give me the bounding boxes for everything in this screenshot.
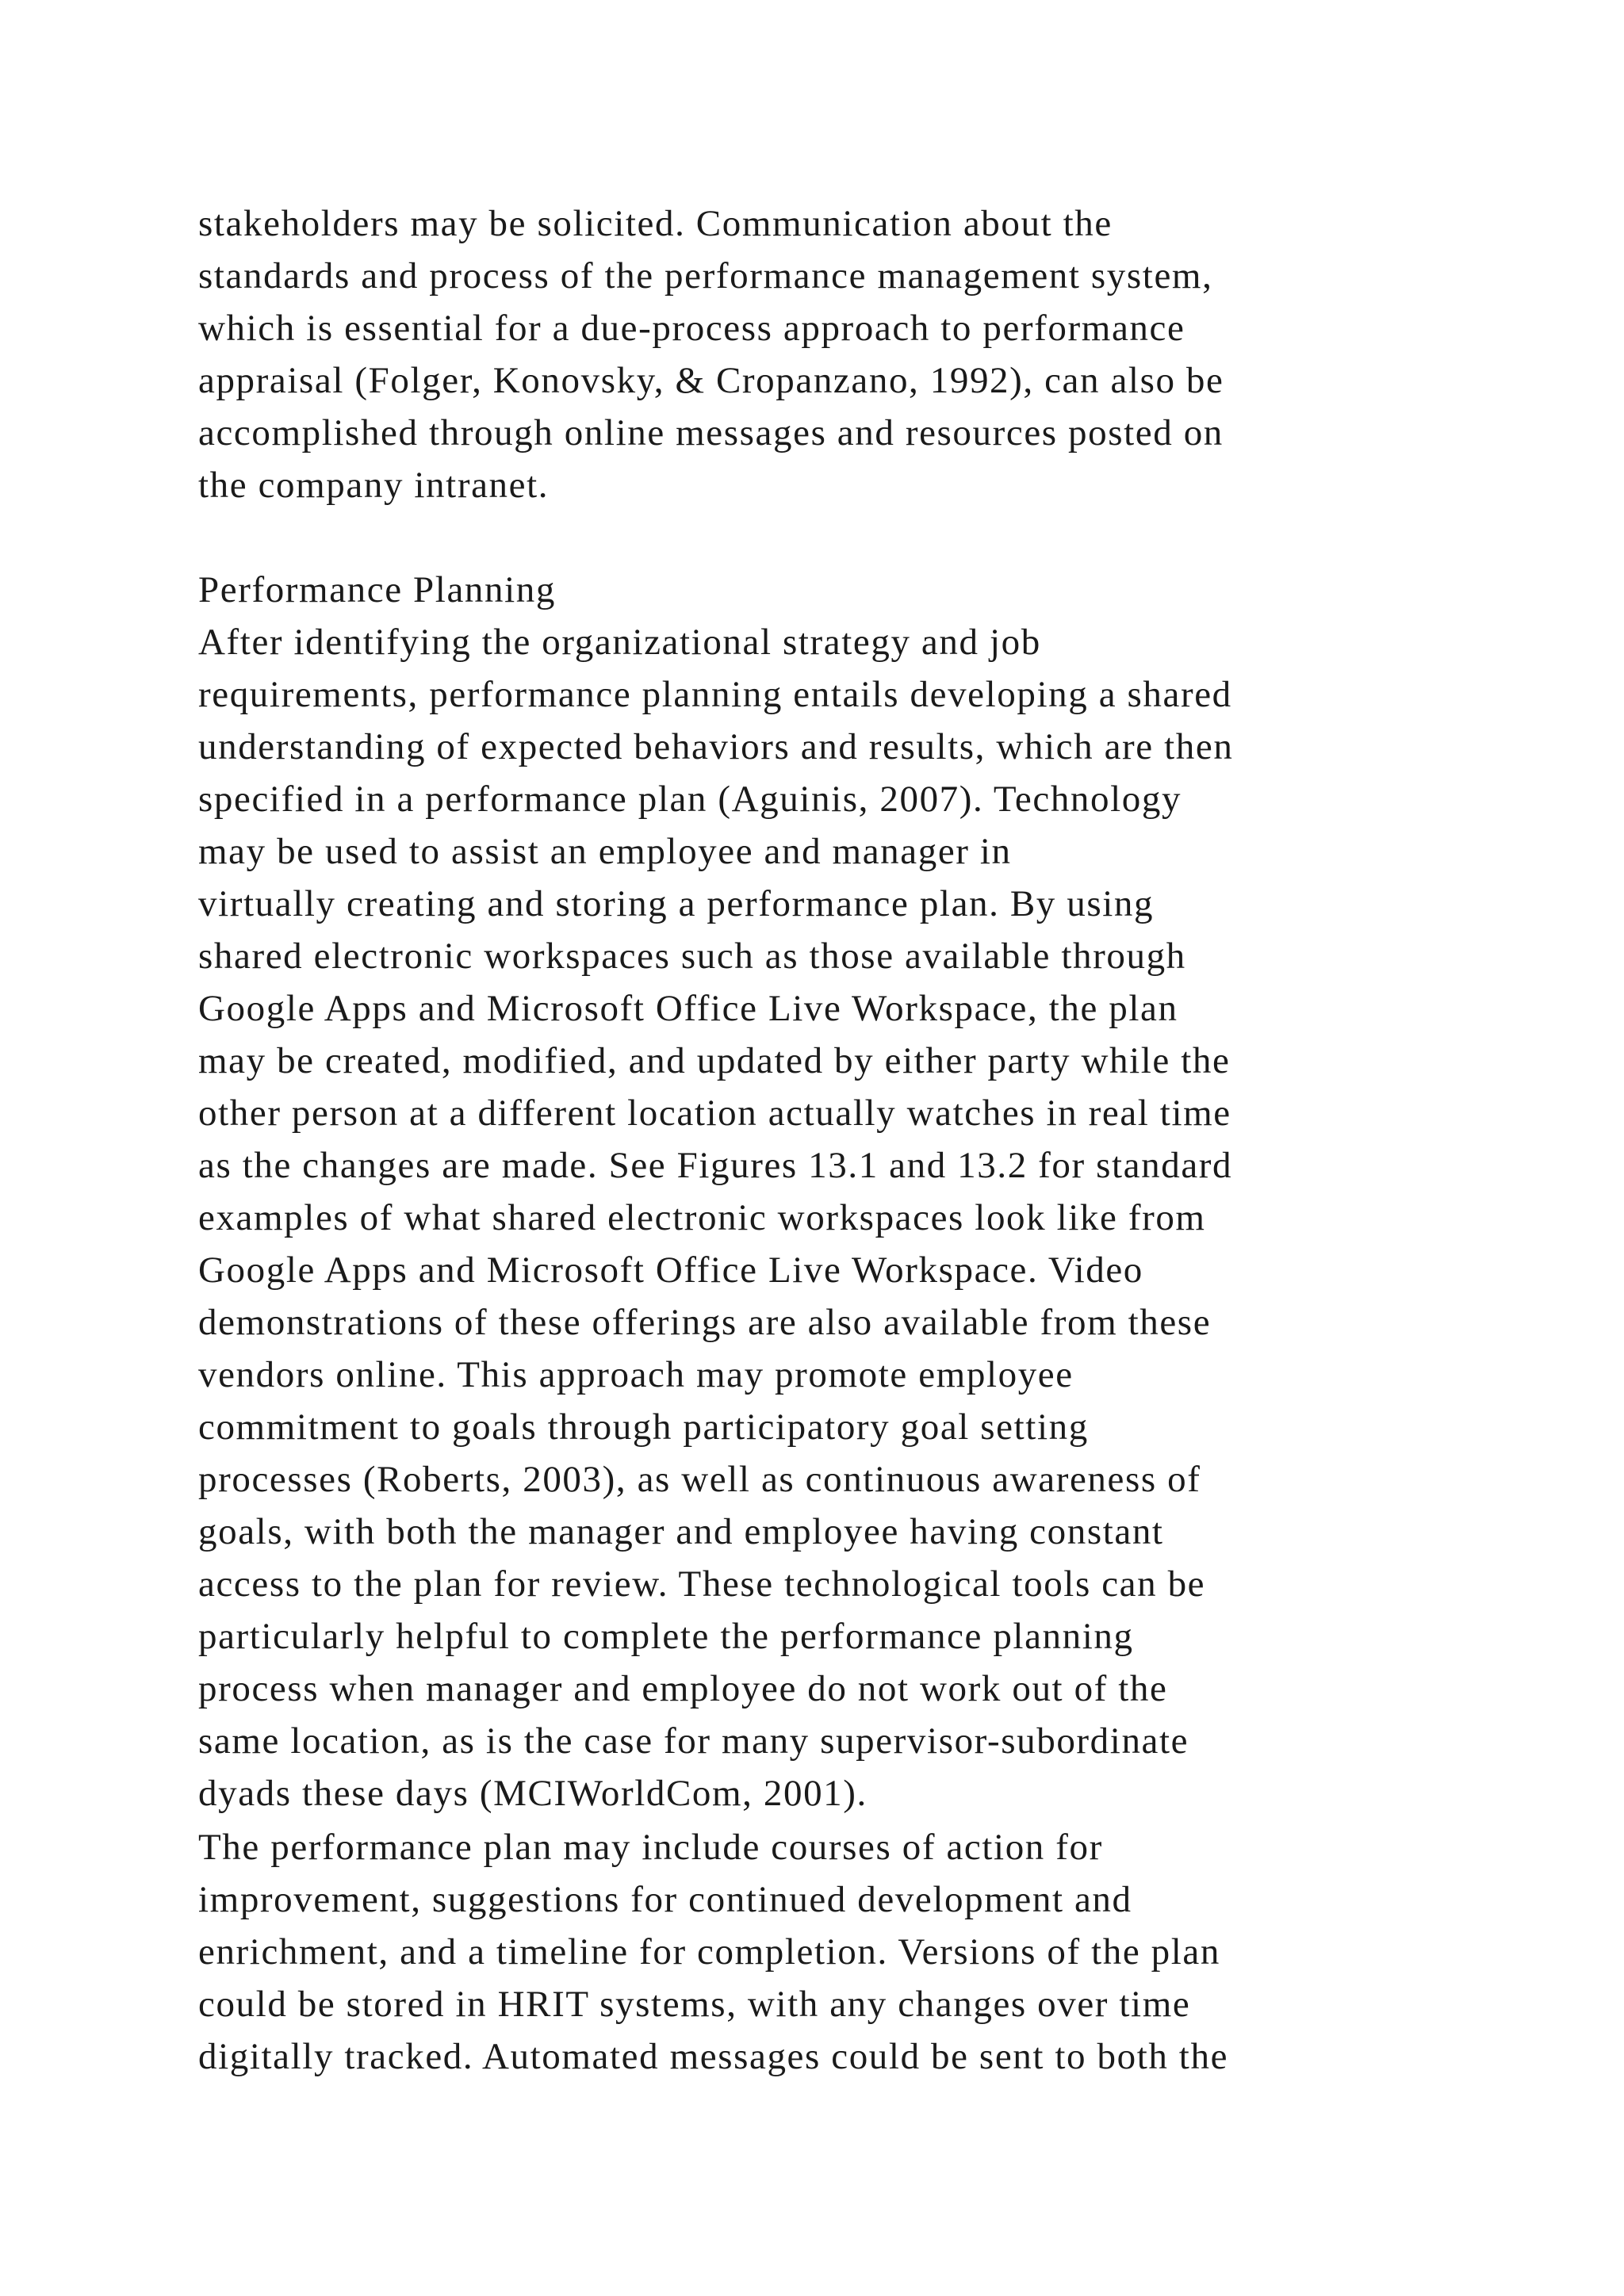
text-line: examples of what shared electronic workspaces look like from — [198, 1197, 1206, 1238]
text-line: appraisal (Folger, Konovsky, & Cropanzano, 1992), can also be — [198, 360, 1224, 401]
text-line: vendors online. This approach may promote employee — [198, 1354, 1074, 1395]
text-line: access to the plan for review. These technological tools can be — [198, 1563, 1206, 1605]
section-heading-container — [198, 564, 1507, 616]
text-line: process when manager and employee do not work out of the — [198, 1668, 1168, 1709]
text-line: Google Apps and Microsoft Office Live Workspace. Video — [198, 1249, 1143, 1291]
text-line: processes (Roberts, 2003), as well as continuous awareness of — [198, 1459, 1201, 1500]
text-line: understanding of expected behaviors and results, which are then — [198, 726, 1234, 767]
text-line: digitally tracked. Automated messages could be sent to both the — [198, 2036, 1229, 2077]
text-line: other person at a different location actually watches in real time — [198, 1093, 1231, 1134]
section-heading: Performance Planning — [198, 569, 556, 610]
paragraph-performance-planning — [198, 616, 1507, 1820]
text-line: enrichment, and a timeline for completion. Versions of the plan — [198, 1931, 1220, 1973]
text-line: same location, as is the case for many supervisor-subordinate — [198, 1720, 1189, 1762]
text-line: the company intranet. — [198, 465, 550, 506]
text-line: virtually creating and storing a performance plan. By using — [198, 883, 1155, 924]
text-line: specified in a performance plan (Aguinis, 2007). Technology — [198, 779, 1182, 820]
text-line: which is essential for a due-process approach to performance — [198, 308, 1185, 349]
text-line: particularly helpful to complete the performance planning — [198, 1616, 1134, 1657]
text-line: as the changes are made. See Figures 13.1 and 13.2 for standard — [198, 1145, 1233, 1186]
text-line: dyads these days (MCIWorldCom, 2001). — [198, 1773, 868, 1814]
text-line: shared electronic workspaces such as those available through — [198, 936, 1186, 977]
text-line: commitment to goals through participatory goal setting — [198, 1406, 1089, 1448]
paragraph-performance-plan — [198, 1821, 1507, 2083]
text-line: requirements, performance planning entails developing a shared — [198, 674, 1232, 715]
text-line: demonstrations of these offerings are also available from these — [198, 1302, 1212, 1343]
text-line: may be created, modified, and updated by either party while the — [198, 1040, 1231, 1081]
paragraph-communication — [198, 197, 1507, 511]
text-line: accomplished through online messages and resources posted on — [198, 412, 1224, 453]
text-line: After identifying the organizational strategy and job — [198, 622, 1041, 663]
text-line: may be used to assist an employee and manager in — [198, 831, 1012, 872]
text-line: The performance plan may include courses of action for — [198, 1827, 1103, 1868]
text-line: goals, with both the manager and employee having constant — [198, 1511, 1164, 1552]
text-line: Google Apps and Microsoft Office Live Workspace, the plan — [198, 988, 1178, 1029]
text-line: improvement, suggestions for continued development and — [198, 1879, 1132, 1920]
text-line: stakeholders may be solicited. Communication about the — [198, 203, 1113, 244]
text-line: could be stored in HRIT systems, with any changes over time — [198, 1984, 1191, 2025]
text-line: standards and process of the performance management system, — [198, 255, 1213, 297]
